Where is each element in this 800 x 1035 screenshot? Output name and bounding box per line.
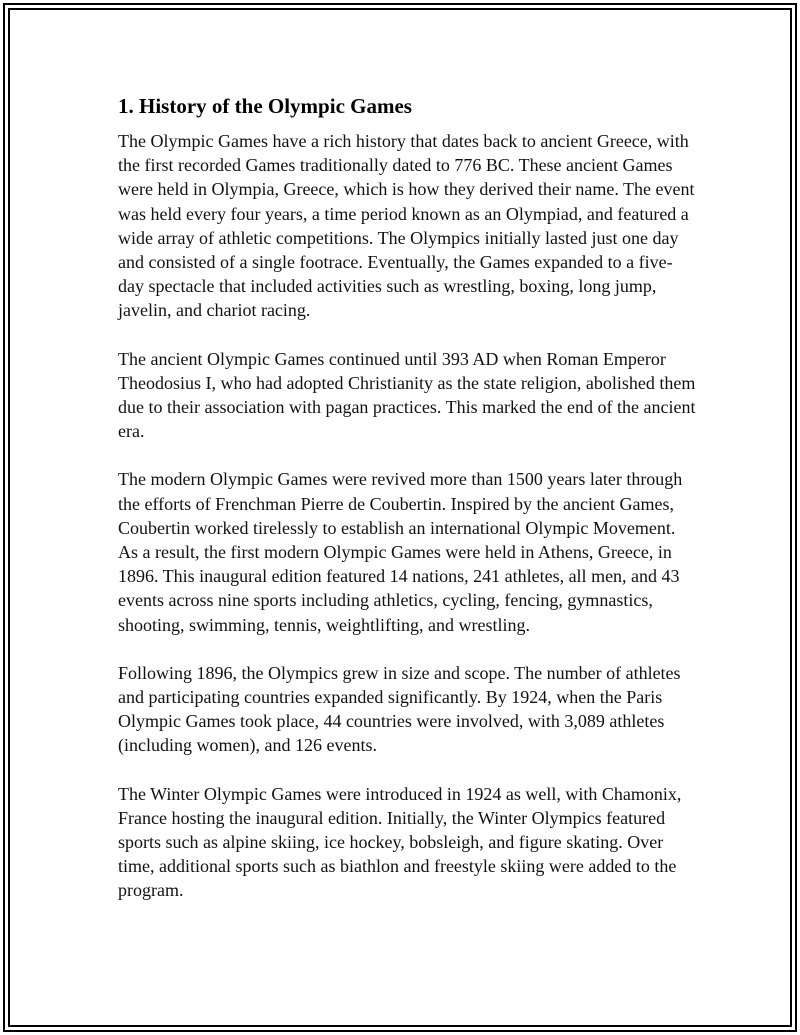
section-heading: 1. History of the Olympic Games	[118, 94, 412, 118]
paragraph-winter-games: The Winter Olympic Games were introduced in 1924 as well, with Chamonix, France hosting the inaugural edition. Initially, the Winter Olympics featured sports such as alpine skiing, ice hockey, bobsleigh, and figure skating. Over time, additional sports such as biathlon and freestyle skiing were added to the program.	[118, 783, 682, 901]
paragraph-ancient-origins: The Olympic Games have a rich history that dates back to ancient Greece, with the first recorded Games traditionally dated to 776 BC. These ancient Games were held in Olympia, Greece, which is how they derived their name. The event was held every four years, a time period known as an Olympiad, and featured a wide array of athletic competitions. The Olympics initially lasted just one day and consisted of a single footrace. Eventually, the Games expanded to a five-day spectacle that included activities such as wrestling, boxing, long jump, javelin, and chariot racing.	[118, 131, 695, 321]
paragraph-modern-revival: The modern Olympic Games were revived more than 1500 years later through the efforts of Frenchman Pierre de Coubertin. Inspired by the ancient Games, Coubertin worked tirelessly to establish an international Olympic Movement. As a result, the first modern Olympic Games were held in Athens, Greece, in 1896. This inaugural edition featured 14 nations, 241 athletes, all men, and 43 events across nine sports including athletics, cycling, fencing, gymnastics, shooting, swimming, tennis, weightlifting, and wrestling.	[118, 469, 683, 635]
document-body	[118, 92, 698, 903]
paragraph-ancient-end: The ancient Olympic Games continued until 393 AD when Roman Emperor Theodosius I, who had adopted Christianity as the state religion, abolished them due to their association with pagan practices. This marked the end of the ancient era.	[118, 348, 696, 442]
paragraph-growth: Following 1896, the Olympics grew in size and scope. The number of athletes and participating countries expanded significantly. By 1924, when the Paris Olympic Games took place, 44 countries were involved, with 3,089 athletes (including women), and 126 events.	[118, 662, 681, 756]
